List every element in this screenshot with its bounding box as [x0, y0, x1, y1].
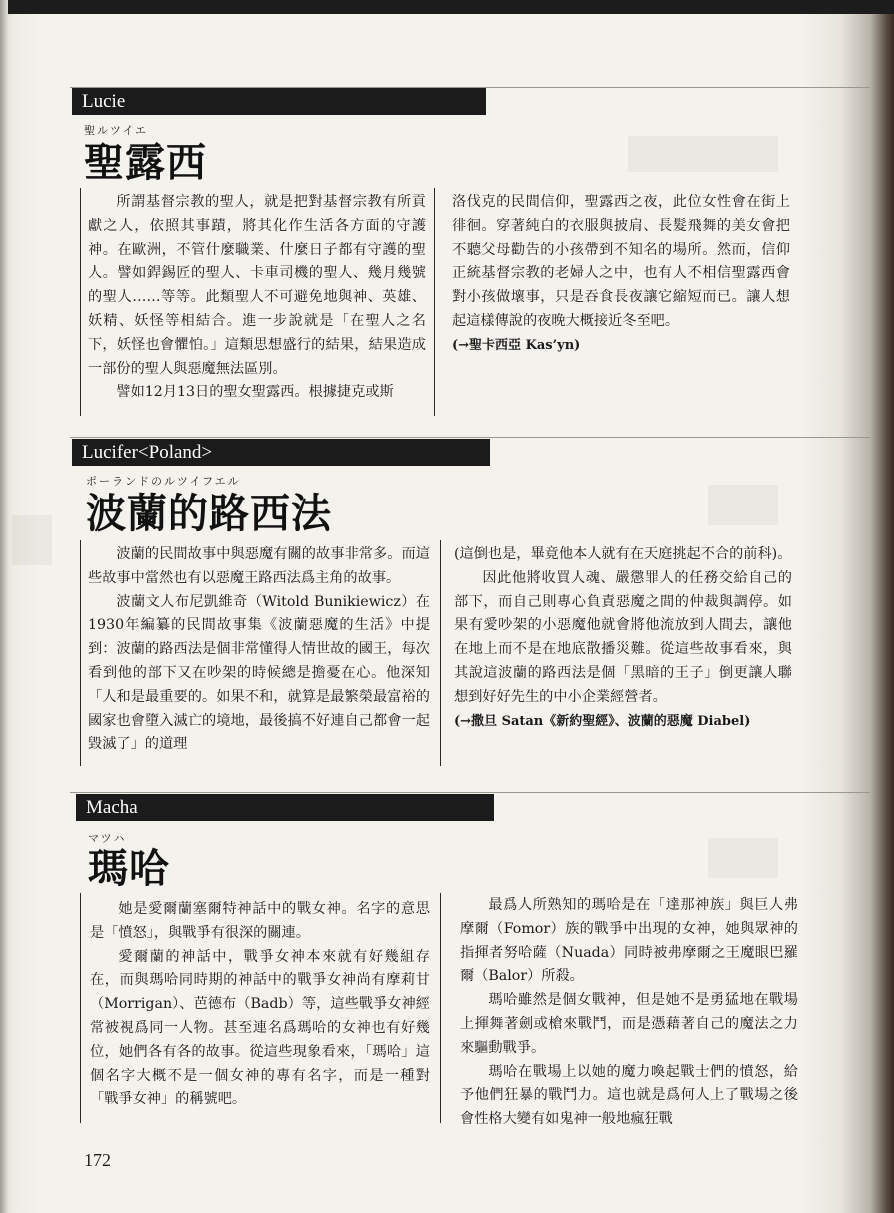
paragraph: 所謂基督宗教的聖人，就是把對基督宗教有所貢獻之人，依照其事蹟，將其化作生活各方面的守護神。在歐洲，不管什麼職業、什麼日子都有守護的聖人。譬如銲錫匠的聖人、卡車司機的聖人、幾月幾號的聖人……等等。此類聖人不可避免地與神、英雄、妖精、妖怪等相結合。進一步說就是「在聖人之名下，妖怪也會懼怕。」這類思想盛行的結果，結果造成一部份的聖人與惡魔無法區別。: [88, 194, 426, 377]
column-rule: [440, 893, 441, 1123]
section-rule: [70, 792, 870, 793]
text-column-right: [460, 894, 798, 1132]
bleed-through: [708, 838, 778, 878]
text-column-right: [452, 191, 790, 358]
column-rule: [440, 540, 441, 766]
paragraph: 愛爾蘭的神話中，戰爭女神本來就有好幾組存在，而與瑪哈同時期的神話中的戰爭女神尚有摩莉甘（Morrigan）、芭德布（Badb）等，這些戰爭女神經常被視爲同一人物。甚至連名爲瑪哈的女神也有好幾位，她們各有各的故事。從這些現象看來，「瑪哈」這個名字大概不是一個女神的專有名字，而是一種對「戰爭女神」的稱號吧。: [90, 948, 430, 1108]
entry-heading-bar: Lucie: [72, 88, 486, 115]
entry-heading-bar: Macha: [76, 794, 494, 821]
bleed-through: [12, 515, 52, 565]
scan-top-edge: [0, 0, 894, 14]
paragraph: 因此他將收買人魂、嚴懲罪人的任務交給自己的部下，而自己則專心負責惡魔之間的仲裁與調停。如果有愛吵架的小惡魔他就會將他流放到人間去，讓他在地上而不是在地底散播災難。從這些故事看來，與其說這波蘭的路西法是個「黑暗的王子」倒更讓人聯想到好好先生的中小企業經營者。: [454, 569, 792, 705]
page-binding-edge: [0, 0, 8, 1213]
paragraph: 最爲人所熟知的瑪哈是在「達那神族」與巨人弗摩爾（Fomor）族的戰爭中出現的女神，她與眾神的指揮者努哈薩（Nuada）同時被弗摩爾之王魔眼巴羅爾（Balor）所殺。: [460, 897, 798, 985]
paragraph: 洛伐克的民間信仰，聖露西之夜，此位女性會在街上徘徊。穿著純白的衣服與披肩、長髮飛舞的美女會把不聽父母勸告的小孩帶到不知名的場所。然而，信仰正統基督宗教的老婦人之中，也有人不相信聖露西會對小孩做壞事，只是吞食長夜讓它縮短而已。讓人想起這樣傳說的夜晚大概接近冬至吧。: [452, 194, 790, 329]
text-column-left: [88, 191, 426, 405]
paragraph: 瑪哈在戰場上以她的魔力喚起戰士們的憤怒，給予他們狂暴的戰鬥力。這也就是爲何人上了戰場之後會性格大變有如鬼神一般地瘋狂戰: [460, 1063, 798, 1128]
cross-reference: (→聖卡西亞 Kas’yn): [452, 337, 581, 353]
text-column-left: [88, 543, 430, 757]
cross-reference: (→撒旦 Satan《新約聖經》、波蘭的惡魔 Diabel): [454, 713, 751, 729]
entry-title: 聖露西: [84, 140, 207, 186]
section-rule: [70, 437, 870, 438]
bleed-through: [628, 136, 778, 172]
paragraph: 譬如12月13日的聖女聖露西。根據捷克或斯: [116, 384, 394, 401]
entry-kana: 聖ルツイエ: [84, 124, 149, 137]
paragraph: 波蘭的民間故事中與惡魔有關的故事非常多。而這些故事中當然也有以惡魔王路西法爲主角的故事。: [88, 546, 430, 586]
text-column-left: [90, 898, 430, 1112]
page-number: 172: [84, 1150, 111, 1170]
paragraph: 波蘭文人布尼凱維奇（Witold Bunikiewicz）在1930年編纂的民間故事集《波蘭惡魔的生活》中提到：波蘭的路西法是個非常懂得人情世故的國王，每次看到他的部下又在吵架的時候總是擔憂在心。他深知「人和是最重要的。如果不和，就算是最繁榮最富裕的國家也會墮入滅亡的境地，最後搞不好連自己都會一起毀滅了」的道理: [88, 593, 430, 753]
entry-title: 瑪哈: [88, 846, 170, 892]
column-rule: [80, 540, 81, 766]
text-column-right: [454, 543, 792, 733]
bleed-through: [708, 485, 778, 525]
paragraph: 瑪哈雖然是個女戰神，但是她不是勇猛地在戰場上揮舞著劍或槍來戰鬥，而是憑藉著自己的魔法之力來驅動戰爭。: [460, 992, 798, 1056]
column-rule: [80, 893, 81, 1123]
entry-title: 波蘭的路西法: [86, 491, 332, 537]
paragraph: 她是愛爾蘭塞爾特神話中的戰女神。名字的意思是「憤怒」，與戰爭有很深的關連。: [90, 901, 430, 941]
column-rule: [434, 188, 435, 416]
entry-kana: マツハ: [88, 832, 127, 845]
column-rule: [80, 188, 81, 416]
paragraph: (這倒也是，畢竟他本人就有在天庭挑起不合的前科)。: [454, 546, 792, 562]
entry-kana: ポーランドのルツイフエル: [86, 475, 241, 488]
entry-heading-bar: Lucifer<Poland>: [72, 439, 490, 466]
